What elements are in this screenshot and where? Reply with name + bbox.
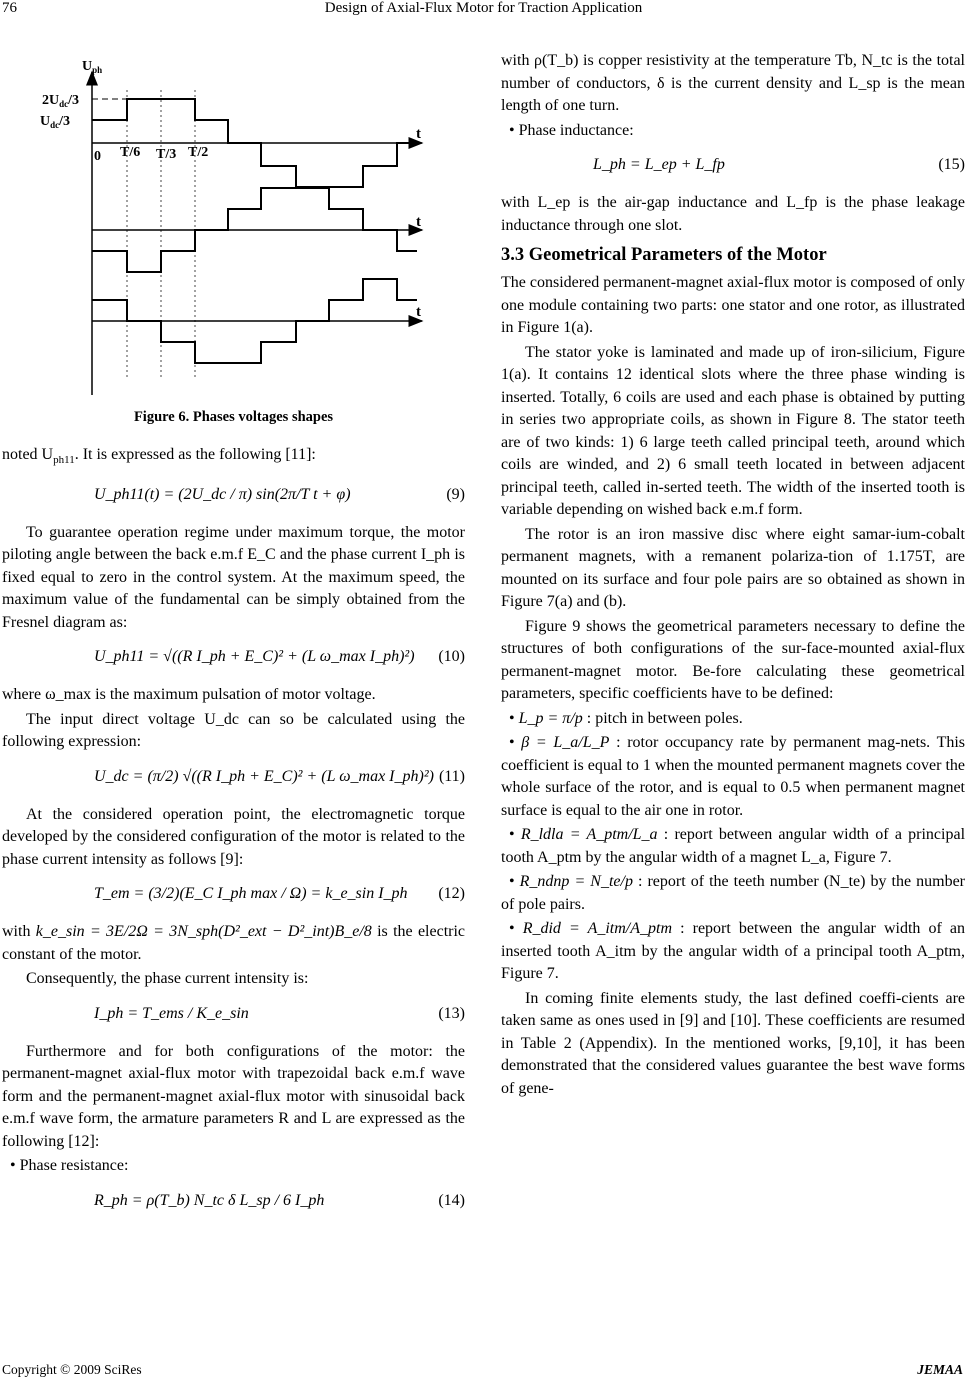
equation-14: R_ph = ρ(T_b) N_tc δ L_sp / 6 I_ph (14): [94, 1191, 465, 1209]
paragraph: The considered permanent-magnet axial-flux motor is composed of only one module containing two parts: one stator and one rotor, as illustrated in Figure 1(a).: [501, 274, 965, 336]
equation-15: L_ph = L_ep + L_fp (15): [593, 156, 965, 173]
paragraph: Furthermore and for both configurations of the motor: the permanent-magnet axial-flux motor with trapezoidal back e.m.f wave form and the permanent-magnet axial-flux motor with sinusoidal back e.m.f wave form, the armature parameters R and L are expressed as the following [12]:: [2, 1042, 465, 1150]
equation-12: T_em = (3/2)(E_C I_ph max / Ω) = k_e_sin I_ph (12): [94, 885, 465, 903]
bullet-phase-inductance: • Phase inductance:: [509, 121, 634, 139]
svg-text:t: t: [416, 304, 421, 320]
paragraph: At the considered operation point, the electromagnetic torque developed by the considered configuration of the motor is related to the phase current intensity as follows [9]:: [2, 805, 465, 868]
paragraph: Figure 9 shows the geometrical parameters necessary to define the structures of both configurations of the sur-face-mounted axial-flux permanent-magnet motor. Be-fore calculating these geometrical parameters, specific coefficients have to be defined:: [501, 617, 965, 702]
svg-text:T/6: T/6: [120, 145, 141, 160]
svg-text:T/3: T/3: [156, 147, 177, 162]
paragraph: The stator yoke is laminated and made up of iron-silicium, Figure 1(a). It contains 12 identical slots where the three phase winding is inserted. Totally, 6 coils are used and each phase is obtained by putting in series two appropriate coils, as shown in Figure 8. The stator teeth are of two kinds: 1) 6 large teeth called principal teeth, around which coils are winded, and 2) 6 small teeth located in between adjacent principal teeth, called in-serted teeth. The width of the inserted tooth is variable depending on wished back e.m.f form.: [501, 343, 965, 518]
svg-text:t: t: [416, 126, 421, 142]
equation-13: I_ph = T_ems / K_e_sin (13): [94, 1004, 465, 1022]
svg-text:2Udc/3: $2U_{dc}/3$: [42, 93, 80, 109]
paragraph: The input direct voltage U_dc can so be calculated using the following expression:: [2, 710, 465, 751]
paragraph: with k_e_sin = 3E/2Ω = 3N_sph(D²_ext − D²_int)B_e/8 is the electric constant of the motor.: [2, 923, 466, 963]
figure-6: [2, 50, 465, 405]
equation-11: U_dc = (π/2) √((R I_ph + E_C)² + (L ω_max I_ph)²) (11): [94, 767, 465, 785]
paragraph: with ρ(T_b) is copper resistivity at the temperature Tb, N_tc is the total number of conductors, δ is the current density and L_sp is the mean length of one turn.: [501, 52, 965, 114]
svg-text:0: 0: [94, 149, 101, 164]
page-header: [0, 0, 967, 26]
equation-10: U_ph11 = √((R I_ph + E_C)² + (L ω_max I_ph)²) (10): [94, 648, 465, 666]
paragraph: Consequently, the phase current intensity is:: [26, 970, 309, 988]
right-column: [501, 50, 965, 1102]
running-title: Design of Axial-Flux Motor for Traction Application: [324, 0, 643, 16]
phase-voltage-plot: [2, 50, 465, 405]
paragraph: To guarantee operation regime under maximum torque, the motor piloting angle between the back e.m.f E_C and the phase current I_ph is fixed equal to zero in the control system. At the maximum speed, the maximum value of the fundamental can be simply obtained from the Fresnel diagram as:: [2, 523, 465, 631]
journal-name: JEMAA: [917, 1362, 963, 1377]
page-number: 76: [2, 0, 17, 16]
section-heading: 3.3 Geometrical Parameters of the Motor: [501, 245, 827, 265]
paragraph: with L_ep is the air-gap inductance and L_fp is the phase leakage inductance through one slot.: [501, 194, 965, 234]
bullet-tooth-magnet-ratio: • R_ldla = A_ptm/L_a : report between angular width of a principal tooth A_ptm by the angular width of a magnet L_a, Figure 7.: [501, 826, 966, 866]
bullet-inserted-tooth-ratio: • R_did = A_itm/A_ptm : report between the angular width of an inserted tooth A_itm by the angular width of a principal tooth A_ptm, Figure 7.: [501, 920, 965, 982]
paragraph: where ω_max is the maximum pulsation of motor voltage.: [2, 686, 376, 704]
bullet-teeth-pole-ratio: • R_ndnp = N_te/p : report of the teeth number (N_te) by the number of pole pairs.: [501, 873, 966, 913]
paragraph: In coming finite elements study, the last defined coeffi-cients are taken same as ones used in [9] and [10]. These coefficients are resumed in Table 2 (Appendix). In the mentioned works, [9,10], it has been demonstrated that the considered values guarantee the best wave forms of gene-: [501, 989, 965, 1097]
bullet-phase-resistance: • Phase resistance:: [10, 1157, 129, 1175]
bullet-occupancy: • β = L_a/L_P : rotor occupancy rate by permanent mag-nets. This coefficient is equal to 1 when the mounted permanent magnets cover the whole surface of the rotor, and is equal to 0.5 when permanent magnet surface is equal to the air one in rotor.: [501, 734, 966, 819]
svg-text:Uph: $U_{ph}$: [82, 59, 103, 75]
svg-text:T/2: T/2: [188, 145, 209, 160]
left-column: [2, 50, 465, 1228]
paragraph: The rotor is an iron massive disc where eight samar-ium-cobalt permanent magnets, with a remanent polariza-tion of 1.175T, are mounted on its surface and four pole pairs are so obtained as shown in Figure 7(a) and (b).: [501, 525, 965, 610]
svg-text:t: t: [416, 214, 421, 230]
svg-text:Udc/3: $U_{dc}/3$: [40, 114, 71, 130]
paragraph: noted $U_{ph11}$. It is expressed as the following [11]:: [2, 446, 316, 467]
bullet-pitch: • L_p = π/p : pitch in between poles.: [509, 709, 743, 727]
figure-6-caption: Figure 6. Phases voltages shapes: [133, 409, 334, 425]
copyright: Copyright © 2009 SciRes: [2, 1362, 142, 1377]
equation-9: U_ph11(t) = (2U_dc / π) sin(2π/T t + φ) (9): [94, 485, 465, 503]
